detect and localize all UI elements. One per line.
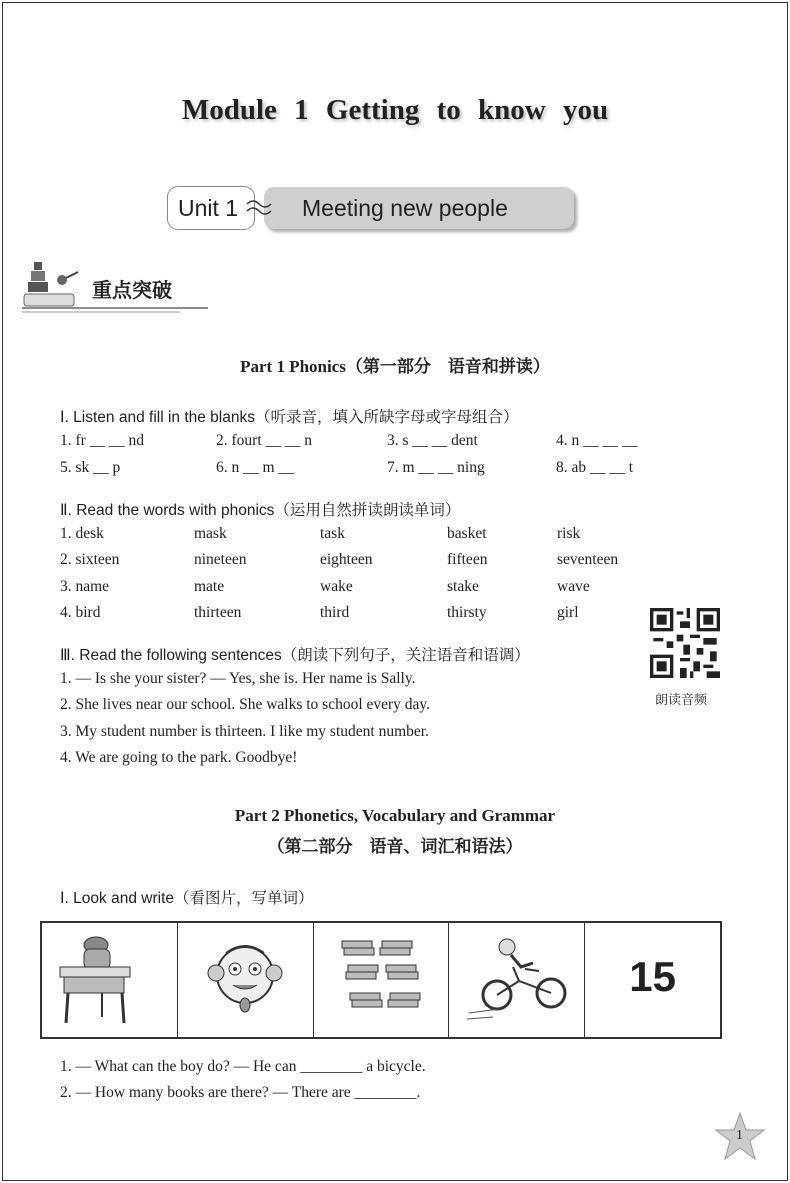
phonics-word: mask bbox=[194, 525, 227, 542]
phonics-word: nineteen bbox=[194, 551, 247, 568]
phonics-word: eighteen bbox=[320, 551, 373, 568]
wave-decoration-icon bbox=[245, 196, 273, 218]
blank-item: 3. s __ __ dent bbox=[387, 432, 478, 449]
picture-table bbox=[40, 921, 722, 1039]
phonics-word: 2. sixteen bbox=[60, 551, 120, 568]
module-title: Module 1 Getting to know you bbox=[181, 94, 609, 126]
part2-sec1-heading: Ⅰ. Look and write（看图片，写单词） bbox=[60, 890, 314, 907]
part1-sec3-heading: Ⅲ. Read the following sentences（朗读下列句子，关注语音和语调） bbox=[60, 647, 530, 664]
qr-code-icon[interactable] bbox=[650, 608, 720, 678]
qr-caption: 朗读音频 bbox=[655, 692, 708, 707]
phonics-word: risk bbox=[557, 525, 581, 542]
unit-label: Unit 1 bbox=[167, 186, 255, 230]
question: 2. — How many books are there? — There are ________. bbox=[60, 1084, 421, 1101]
sentence: 3. My student number is thirteen. I like my student number. bbox=[60, 723, 429, 740]
blank-item: 5. sk __ p bbox=[60, 459, 121, 476]
phonics-word: thirsty bbox=[447, 604, 487, 621]
blank-item: 7. m __ __ ning bbox=[387, 459, 485, 476]
picture-cell bbox=[449, 923, 585, 1037]
books-icon bbox=[314, 923, 448, 1033]
blank-item: 2. fourt __ __ n bbox=[216, 432, 313, 449]
sentence: 4. We are going to the park. Goodbye! bbox=[60, 749, 298, 766]
unit-name: Meeting new people bbox=[264, 187, 574, 229]
phonics-word: 4. bird bbox=[60, 604, 101, 621]
phonics-word: stake bbox=[447, 578, 479, 595]
phonics-word: thirteen bbox=[194, 604, 242, 621]
picture-cell bbox=[178, 923, 314, 1037]
blank-item: 4. n __ __ __ bbox=[556, 432, 638, 449]
number-fifteen: 15 bbox=[629, 953, 676, 1000]
phonics-word: seventeen bbox=[557, 551, 619, 568]
picture-cell bbox=[42, 923, 178, 1037]
picture-cell bbox=[314, 923, 450, 1037]
part1-sec2-heading: Ⅱ. Read the words with phonics（运用自然拼读朗读单词） bbox=[60, 502, 461, 519]
key-section-title: 重点突破 bbox=[92, 280, 172, 302]
desk-icon bbox=[42, 923, 176, 1033]
blank-item: 1. fr __ __ nd bbox=[60, 432, 144, 449]
phonics-word: mate bbox=[194, 578, 225, 595]
phonics-word: third bbox=[320, 604, 350, 621]
blank-item: 6. n __ m __ bbox=[216, 459, 294, 476]
phonics-word: wake bbox=[320, 578, 353, 595]
phonics-word: task bbox=[320, 525, 345, 542]
phonics-word: 3. name bbox=[60, 578, 110, 595]
phonics-word: 1. desk bbox=[60, 525, 104, 542]
sentence: 1. — Is she your sister? — Yes, she is. Her name is Sally. bbox=[60, 670, 416, 687]
picture-cell bbox=[585, 923, 720, 1037]
blank-item: 8. ab __ __ t bbox=[556, 459, 634, 476]
part2-title: Part 2 Phonetics, Vocabulary and Grammar bbox=[234, 806, 556, 825]
phonics-word: fifteen bbox=[447, 551, 488, 568]
part2-subtitle: （第二部分 语音、词汇和语法） bbox=[267, 837, 523, 856]
question: 1. — What can the boy do? — He can ________ a bicycle. bbox=[60, 1058, 426, 1075]
phonics-word: girl bbox=[557, 604, 579, 621]
face-icon bbox=[178, 923, 312, 1033]
part1-title: Part 1 Phonics（第一部分 语音和拼读） bbox=[240, 357, 550, 376]
phonics-word: wave bbox=[557, 578, 590, 595]
phonics-word: basket bbox=[447, 525, 487, 542]
part1-sec1-heading: Ⅰ. Listen and fill in the blanks（听录音，填入所缺字母或字母组合） bbox=[60, 409, 519, 426]
boy-bicycle-icon bbox=[449, 923, 583, 1033]
sentence: 2. She lives near our school. She walks to school every day. bbox=[60, 696, 431, 713]
page-number: 1 bbox=[736, 1128, 743, 1143]
